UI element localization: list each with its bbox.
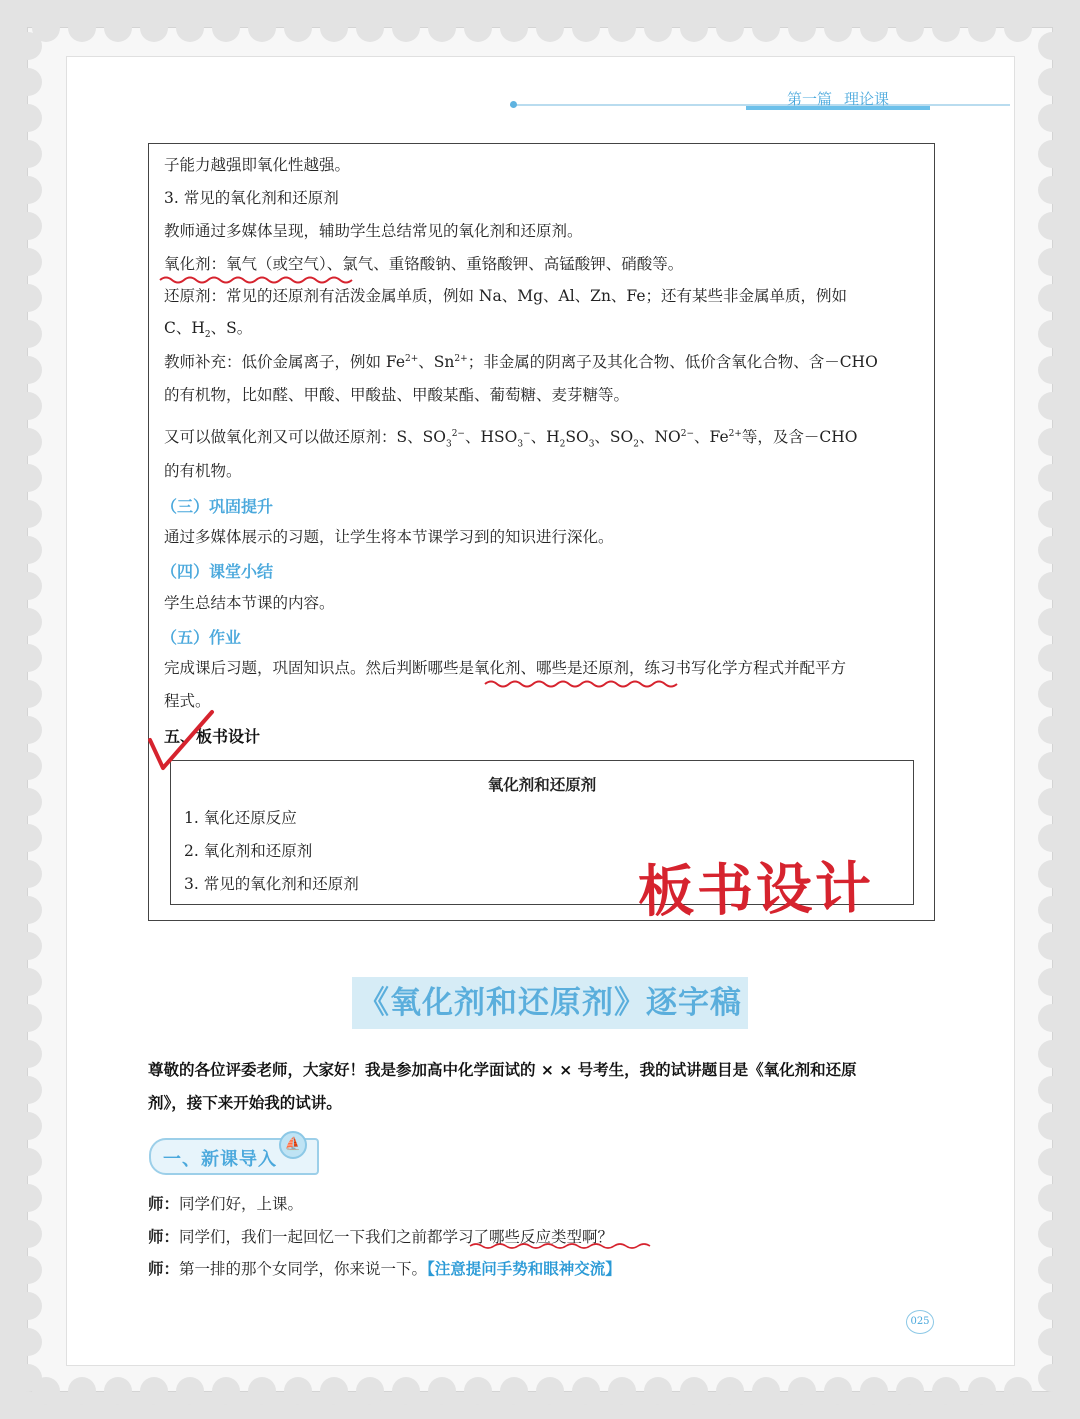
reductant-line-2: C、$H_2$、S。 [164,319,253,341]
board-item: 1. 氧化还原反应 [184,809,297,827]
text-line: 程式。 [164,692,211,710]
intro-line: 尊敬的各位评委老师，大家好！我是参加高中化学面试的 × × 号考生，我的试讲题目是《氧化剂和还原 [148,1061,857,1079]
dialog-line: 师：同学们好，上课。 [148,1195,304,1213]
dialog-line: 师：第一排的那个女同学，你来说一下。【注意提问手势和眼神交流】 [148,1260,621,1278]
dialog-line: 师：同学们，我们一起回忆一下我们之前都学习了哪些反应类型啊？ [148,1228,614,1246]
ship-icon: ⛵ [279,1131,307,1159]
oxidant-line: 氧化剂：氧气（或空气）、氯气、重铬酸钠、重铬酸钾、高锰酸钾、硝酸等。 [164,255,684,273]
text-line: 的有机物。 [164,462,242,480]
board-item: 2. 氧化剂和还原剂 [184,842,313,860]
teaching-hint: 【注意提问手势和眼神交流】 [427,1260,621,1278]
board-design-heading: 五、板书设计 [164,727,261,746]
text-line: 的有机物，比如醛、甲酸、甲酸盐、甲酸某酯、葡萄糖、麦芽糖等。 [164,386,630,404]
text-line: 通过多媒体展示的习题，让学生将本节课学习到的知识进行深化。 [164,528,614,546]
intro-line: 剂》，接下来开始我的试讲。 [148,1094,342,1112]
wavy-underline-oxidant [160,278,352,283]
text-line: 完成课后习题，巩固知识点。然后判断哪些是氧化剂、哪些是还原剂，练习书写化学方程式并配平方 [164,659,847,677]
section-heading: （四）课堂小结 [161,562,274,581]
checkmark-icon [150,712,212,768]
text-line: 3. 常见的氧化剂和还原剂 [164,189,339,207]
board-title: 氧化剂和还原剂 [487,776,597,794]
both-agent-line: 又可以做氧化剂又可以做还原剂：S、$SO_3^{2-}$、$HSO_3^-$、$H_2SO_3$、$SO_2$、$NO^{2-}$、$Fe^{2+}$等，及含－CHO [164,428,858,450]
script-title: 《氧化剂和还原剂》逐字稿 [352,977,748,1029]
header-course: 理论课 [844,90,890,108]
section-badge-label: 一、新课导入 [163,1149,277,1170]
text-line: 教师通过多媒体呈现，辅助学生总结常见的氧化剂和还原剂。 [164,222,583,240]
page-number: 025 [906,1310,934,1334]
section-heading: （五）作业 [161,628,242,647]
header-part: 第一篇 [786,90,832,108]
handwritten-note: 板书设计 [637,855,875,926]
reductant-line: 还原剂：常见的还原剂有活泼金属单质，例如 Na、Mg、Al、Zn、Fe；还有某些非金属单质，例如 [164,287,848,305]
text-line: 学生总结本节课的内容。 [164,594,335,612]
board-item: 3. 常见的氧化剂和还原剂 [184,875,359,893]
section-heading: （三）巩固提升 [161,497,274,516]
text-line: 子能力越强即氧化性越强。 [164,156,351,174]
teacher-supplement-line: 教师补充：低价金属离子，例如 $Fe^{2+}$、$Sn^{2+}$；非金属的阴离子及其化合物、低价含氧化合物、含－CHO [164,353,878,372]
wavy-underline-homework [485,682,677,687]
